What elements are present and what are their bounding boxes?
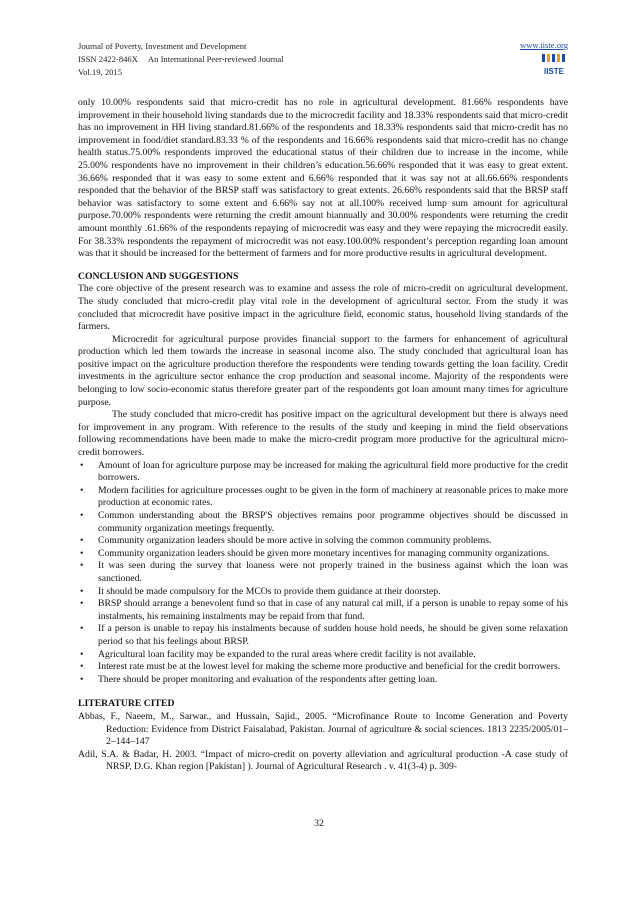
literature-heading: LITERATURE CITED [78, 698, 175, 710]
reference-item: Abbas, F., Naeem, M., Sarwar., and Hussain, Sajid., 2005. “Microfinance Route to Income Generation and Poverty Reduction: Evidence from District Faisalabad, Pakistan. Journal of agriculture & social sciences. 1813 2235/2005/01–2–144–147 [78, 710, 568, 748]
list-item: • Community organization leaders should be given more monetary incentives for managing community organizations. [80, 547, 550, 559]
bullet-icon: • [80, 623, 84, 635]
journal-issn: ISSN 2422-846X [78, 54, 138, 64]
recommendations-list [78, 460, 568, 687]
bullet-icon: • [80, 484, 84, 496]
results-paragraph: only 10.00% respondents said that micro-credit has no role in agricultural development. 81.66% respondents have improvement in their household living standards due to the microcredit facility and 18.33% respondents said that micro-credit has no improvement in HH living standard.81.66% of the respondents and 18.33% respondents said that micro-credit has no improvement in food/diet standard.83.33 % of the respondents and 16.66% respondents said that micro-credit has no change health status.75.00% respondents improved the educational status of their children due to increase in the income, while 25.00% respondents have no improvement in their children’s education.56.66% responded that it was easy to great extent. 36.66% responded that it was easy to some extent and 6.66% responded that it was say not at all.66.66% respondents responded that the behavior of the BRSP staff was satisfactory to great extents. 26.66% respondents said that the BRSP staff behavior was satisfactory to some extent and 6.66% say not at all.100% received lump sum amount for agricultural purpose.70.00% respondents were returning the credit amount biannually and 30.00% respondents were returning the credit amount monthly .61.66% of the respondents repaying of microcredit was easy and they were repaying the microcredit easily. For 38.33% respondents the repayment of microcredit was not easy.100.00% respondent’s perception regarding loan amount was that it should be increased for the betterment of farmers and for more productive results in agricultural development. [78, 97, 568, 260]
list-item: • Community organization leaders should be more active in solving the common community problems. [80, 535, 492, 547]
bullet-icon: • [80, 673, 84, 685]
conclusion-paragraph-3: The study concluded that micro-credit has positive impact on the agricultural development but there is always need for improvement in any program. With reference to the results of the study and keeping in mind the field observations following recommendations have been made to make the micro-credit program more productive for the agricultural micro-credit borrowers. [78, 409, 568, 459]
list-item: • If a person is unable to repay his instalments because of sudden house hold needs, he should be given some relaxation period so that his feelings about BRSP. [80, 623, 568, 647]
conclusion-heading: CONCLUSION AND SUGGESTIONS [78, 270, 239, 282]
list-item: • BRSP should arrange a benevolent fund so that in case of any natural cal mill, if a person is unable to repay some of his instalments, his remaining instalments may be repaid from that fund. [80, 598, 568, 622]
list-item: • It should be made compulsory for the MCOs to provide them guidance at their doorstep. [80, 585, 441, 597]
conclusion-paragraph-2: Microcredit for agricultural purpose provides financial support to the farmers for enhancement of agricultural production which led them towards the increase in seasonal income also. The study concluded that agricultural loan has positive impact on the agriculture production therefore the respondents were tending towards getting the loan facility. Credit investments in the agriculture sector enhance the crop production and seasonal income. Majority of the respondents were belonging to low socio-economic status therefore greater part of the respondents got loan amount many times for agriculture purpose. [78, 333, 568, 408]
list-item: • Interest rate must be at the lowest level for making the scheme more productive and beneficial for the credit borrowers. [80, 661, 561, 673]
journal-header [78, 40, 568, 79]
bullet-icon: • [80, 598, 84, 610]
list-item: • Common understanding about the BRSP'S objectives remains poor programme objectives should be discussed in community organization meetings frequently. [80, 510, 568, 534]
page-number: 32 [314, 818, 324, 829]
journal-url-link[interactable]: www.iiste.org [520, 40, 568, 50]
journal-title: Journal of Poverty, Investment and Development [78, 41, 247, 51]
journal-volume: Vol.19, 2015 [78, 67, 123, 77]
conclusion-paragraph-1: The core objective of the present research was to examine and assess the role of micro-credit on agricultural development. The study concluded that micro-credit play vital role in the development of agricultural sector. From the study it was concluded that microcredit have positive impact in the agriculture field, economic status, household living standards of the farmers. [78, 283, 568, 333]
bullet-icon: • [80, 459, 84, 471]
iiste-logo [540, 54, 568, 78]
article-body [78, 97, 568, 774]
list-item: • Agricultural loan facility may be expanded to the rural areas where credit facility is not available. [80, 648, 476, 660]
bullet-icon: • [80, 547, 84, 559]
bullet-icon: • [80, 560, 84, 572]
bullet-icon: • [80, 510, 84, 521]
bullet-icon: • [80, 585, 84, 597]
list-item: • It was seen during the survey that loaness were not properly trained in the business against which the loan was sanctioned. [80, 560, 568, 584]
bullet-icon: • [80, 648, 84, 660]
bullet-icon: • [80, 661, 84, 673]
list-item: • Modern facilities for agriculture processes ought to be given in the form of machinery at reasonable prices to make more production at economic rates. [80, 484, 568, 509]
logo-text: IISTE [543, 67, 565, 76]
reference-item: Adil, S.A. & Badar, H. 2003. “Impact of micro-credit on poverty alleviation and agricultural production -A case study of NRSP, D.G. Khan region [Pakistan] ). Journal of Agricultural Research . v. 41(3-4) p. 309- [78, 748, 568, 773]
bullet-icon: • [80, 535, 84, 547]
list-item: • Amount of loan for agriculture purpose may be increased for making the agricultural field more productive for the credit borrowers. [80, 459, 568, 484]
list-item: • There should be proper monitoring and evaluation of the respondents after getting loan. [80, 673, 438, 685]
journal-issn-line [78, 53, 568, 66]
journal-type: An International Peer-reviewed Journal [147, 54, 284, 64]
